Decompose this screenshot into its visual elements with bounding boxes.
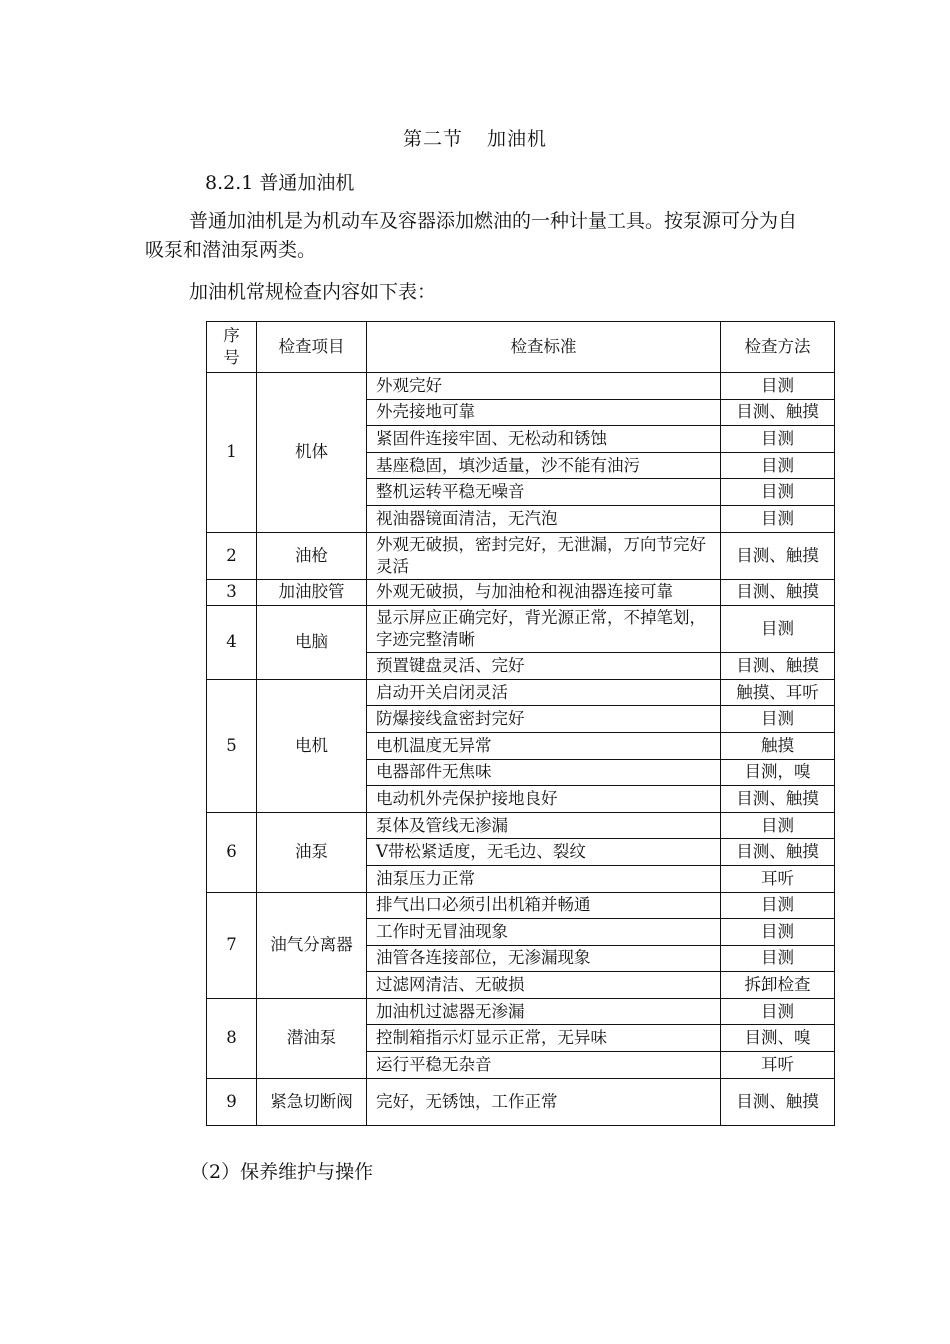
row-number: 7 (207, 892, 257, 998)
row-number: 6 (207, 812, 257, 892)
inspection-method: 目测、嗅 (721, 1025, 835, 1052)
table-row (207, 998, 835, 1025)
row-number: 5 (207, 679, 257, 812)
table-row (207, 606, 835, 653)
inspection-method: 目测 (721, 919, 835, 946)
inspection-standard: 预置键盘灵活、完好 (367, 653, 721, 680)
inspection-method: 目测 (721, 812, 835, 839)
inspection-item: 机体 (257, 373, 367, 533)
inspection-standard: 防爆接线盒密封完好 (367, 706, 721, 733)
inspection-method: 目测 (721, 892, 835, 919)
inspection-item: 电脑 (257, 606, 367, 680)
inspection-standard: 整机运转平稳无噪音 (367, 479, 721, 506)
inspection-standard: 外壳接地可靠 (367, 399, 721, 426)
inspection-method: 目测 (721, 426, 835, 453)
inspection-standard: 外观无破损，密封完好，无泄漏，万向节完好灵活 (367, 532, 721, 579)
inspection-method: 拆卸检查 (721, 972, 835, 999)
row-number: 9 (207, 1078, 257, 1125)
section-title (0, 124, 950, 151)
row-number: 4 (207, 606, 257, 680)
header-method: 检查方法 (721, 322, 835, 373)
inspection-item: 加油胶管 (257, 579, 367, 606)
table-intro-paragraph: 加油机常规检查内容如下表： (189, 281, 437, 303)
section-number: 第二节 (402, 128, 463, 150)
inspection-standard: 工作时无冒油现象 (367, 919, 721, 946)
inspection-item: 油枪 (257, 532, 367, 579)
inspection-method: 目测 (721, 505, 835, 532)
inspection-standard: 运行平稳无杂音 (367, 1052, 721, 1079)
inspection-method: 目测 (721, 706, 835, 733)
intro-paragraph: 普通加油机是为机动车及容器添加燃油的一种计量工具。按泵源可分为自吸泵和潜油泵两类。 (145, 210, 798, 261)
inspection-method: 耳听 (721, 1052, 835, 1079)
inspection-standard: 油管各连接部位，无渗漏现象 (367, 945, 721, 972)
maintenance-heading: （2）保养维护与操作 (190, 1161, 374, 1183)
inspection-standard: 电动机外壳保护接地良好 (367, 786, 721, 813)
inspection-method: 目测、触摸 (721, 399, 835, 426)
header-item: 检查项目 (257, 322, 367, 373)
table-row (207, 1078, 835, 1125)
inspection-standard: 外观完好 (367, 373, 721, 400)
inspection-method: 触摸、耳听 (721, 679, 835, 706)
table-row (207, 812, 835, 839)
inspection-standard: 排气出口必须引出机箱并畅通 (367, 892, 721, 919)
inspection-method: 目测 (721, 998, 835, 1025)
inspection-standard: 基座稳固，填沙适量，沙不能有油污 (367, 452, 721, 479)
inspection-standard: 过滤网清洁、无破损 (367, 972, 721, 999)
table-row (207, 892, 835, 919)
section-name: 加油机 (487, 128, 548, 150)
inspection-item: 紧急切断阀 (257, 1078, 367, 1125)
row-number: 3 (207, 579, 257, 606)
inspection-method: 目测，嗅 (721, 759, 835, 786)
inspection-standard: 泵体及管线无渗漏 (367, 812, 721, 839)
table-body (207, 373, 835, 1126)
inspection-standard: 加油机过滤器无渗漏 (367, 998, 721, 1025)
inspection-standard: 油泵压力正常 (367, 865, 721, 892)
inspection-method: 目测、触摸 (721, 653, 835, 680)
header-standard: 检查标准 (367, 322, 721, 373)
inspection-method: 目测 (721, 945, 835, 972)
inspection-item: 电机 (257, 679, 367, 812)
inspection-standard: 电器部件无焦味 (367, 759, 721, 786)
inspection-method: 目测、触摸 (721, 579, 835, 606)
table-row (207, 373, 835, 400)
inspection-standard: 外观无破损，与加油枪和视油器连接可靠 (367, 579, 721, 606)
inspection-standard: 启动开关启闭灵活 (367, 679, 721, 706)
inspection-method: 耳听 (721, 865, 835, 892)
inspection-method: 目测、触摸 (721, 532, 835, 579)
inspection-item: 潜油泵 (257, 998, 367, 1078)
inspection-method: 触摸 (721, 732, 835, 759)
inspection-method: 目测 (721, 452, 835, 479)
subheading: 8.2.1 普通加油机 (205, 172, 355, 194)
inspection-item: 油气分离器 (257, 892, 367, 998)
inspection-standard: 完好，无锈蚀，工作正常 (367, 1078, 721, 1125)
inspection-method: 目测 (721, 479, 835, 506)
table-row (207, 579, 835, 606)
inspection-method: 目测、触摸 (721, 786, 835, 813)
inspection-standard: V带松紧适度，无毛边、裂纹 (367, 839, 721, 866)
row-number: 1 (207, 373, 257, 533)
inspection-table (206, 321, 835, 1126)
table-header-row (207, 322, 835, 373)
inspection-standard: 紧固件连接牢固、无松动和锈蚀 (367, 426, 721, 453)
inspection-item: 油泵 (257, 812, 367, 892)
inspection-method: 目测、触摸 (721, 1078, 835, 1125)
inspection-method: 目测 (721, 373, 835, 400)
row-number: 8 (207, 998, 257, 1078)
inspection-standard: 控制箱指示灯显示正常，无异味 (367, 1025, 721, 1052)
table-row (207, 679, 835, 706)
inspection-standard: 电机温度无异常 (367, 732, 721, 759)
row-number: 2 (207, 532, 257, 579)
inspection-method: 目测、触摸 (721, 839, 835, 866)
header-no: 序号 (207, 322, 257, 373)
inspection-method: 目测 (721, 606, 835, 653)
table-row (207, 532, 835, 579)
inspection-standard: 显示屏应正确完好，背光源正常，不掉笔划，字迹完整清晰 (367, 606, 721, 653)
inspection-standard: 视油器镜面清洁，无汽泡 (367, 505, 721, 532)
